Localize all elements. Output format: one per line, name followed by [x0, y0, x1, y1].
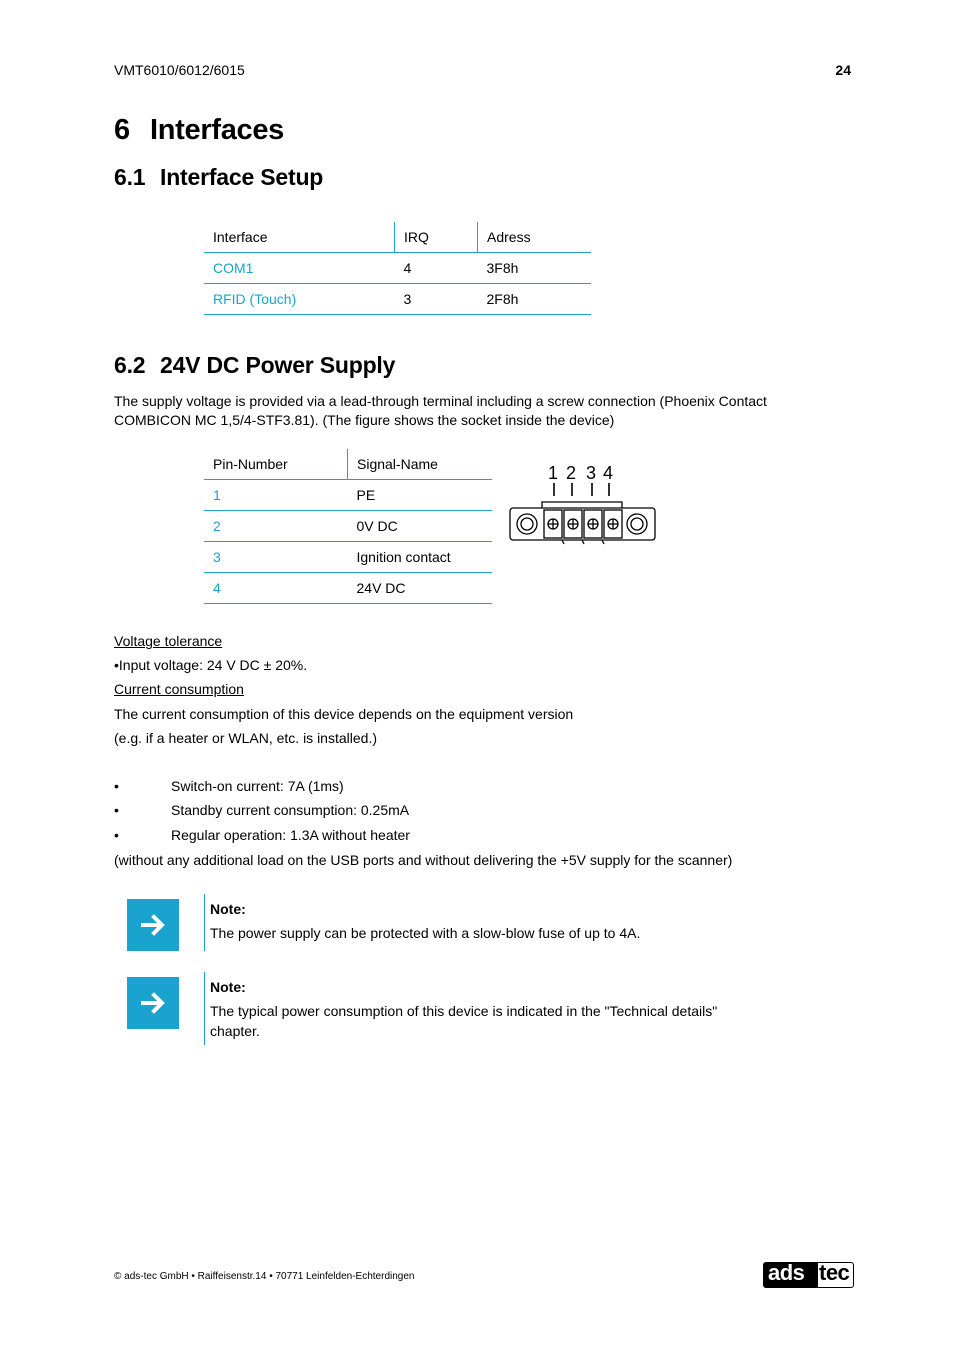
note-text: The power supply can be protected with a slow-blow fuse of up to 4A. [210, 925, 641, 941]
note-divider [204, 894, 205, 951]
table-row [204, 253, 591, 284]
page-number: 24 [835, 62, 851, 78]
chapter-heading [114, 114, 284, 147]
table-cell: 0V DC [348, 511, 493, 542]
interface-link-com1[interactable]: COM1 [204, 253, 395, 284]
section-title: 24V DC Power Supply [160, 352, 396, 378]
current-consumption-line: (e.g. if a heater or WLAN, etc. is installed.) [114, 730, 377, 746]
note-icon-box [127, 899, 179, 951]
section-number: 6.1 [114, 164, 146, 190]
pin-label: 4 [603, 463, 614, 483]
pin-number-link[interactable]: 3 [204, 542, 348, 573]
table-cell: Ignition contact [348, 542, 493, 573]
section-number: 6.2 [114, 352, 146, 378]
bullet-symbol: • [114, 827, 119, 843]
section-heading-interface-setup [114, 164, 323, 191]
pin-label: 2 [566, 463, 577, 483]
pin-number-link[interactable]: 4 [204, 573, 348, 604]
note [210, 978, 810, 1041]
logo-text-tec: tec [819, 1260, 850, 1285]
note-text: The typical power consumption of this device is indicated in the "Technical details" [210, 1003, 718, 1019]
bullet-symbol: • [114, 778, 119, 794]
table-row [204, 284, 591, 315]
table-header-cell: IRQ [395, 222, 478, 253]
section-title: Interface Setup [160, 164, 324, 190]
table-cell: 24V DC [348, 573, 493, 604]
current-consumption-heading: Current consumption [114, 681, 244, 697]
table-header-cell: Pin-Number [204, 449, 348, 480]
connector-socket-figure [506, 458, 660, 546]
arrow-right-icon [127, 899, 179, 951]
voltage-tolerance-text: •Input voltage: 24 V DC ± 20%. [114, 657, 308, 673]
current-consumption-line: The current consumption of this device depends on the equipment version [114, 706, 574, 722]
footer-text: © ads-tec GmbH • Raiffeisenstr.14 • 70771 Leinfelden-Echterdingen [114, 1271, 415, 1282]
interface-table [204, 222, 591, 315]
ads-tec-logo [763, 1262, 853, 1288]
table-cell: 3 [395, 284, 478, 315]
document-title: VMT6010/6012/6015 [114, 62, 245, 78]
chapter-number: 6 [114, 114, 130, 146]
chapter-title: Interfaces [150, 114, 285, 146]
logo-text-ads: ads [768, 1260, 805, 1285]
pin-number-link[interactable]: 2 [204, 511, 348, 542]
pin-number-link[interactable]: 1 [204, 480, 348, 511]
table-header-row [204, 222, 591, 253]
note-text: chapter. [210, 1023, 260, 1039]
section-heading-power-supply [114, 352, 395, 379]
pin-label: 3 [586, 463, 597, 483]
list-item [114, 778, 344, 794]
table-cell: PE [348, 480, 493, 511]
list-item [114, 802, 409, 818]
note [210, 900, 810, 943]
list-item-text: Regular operation: 1.3A without heater [171, 827, 410, 843]
voltage-tolerance-heading: Voltage tolerance [114, 633, 223, 649]
intro-line: The supply voltage is provided via a lead-through terminal including a screw connection (Phoenix Contact [114, 393, 767, 409]
arrow-right-icon [127, 977, 179, 1029]
table-header-cell: Adress [478, 222, 592, 253]
list-item-text: Switch-on current: 7A (1ms) [171, 778, 344, 794]
table-header-cell: Interface [204, 222, 395, 253]
table-header-row [204, 449, 492, 480]
note-title: Note: [210, 979, 246, 995]
table-cell: 4 [395, 253, 478, 284]
pin-table [204, 449, 492, 604]
note-icon-box [127, 977, 179, 1029]
after-bullets-text: (without any additional load on the USB ports and without delivering the +5V supply for the scanner) [114, 852, 733, 868]
table-cell: 2F8h [478, 284, 592, 315]
note-divider [204, 972, 205, 1045]
note-title: Note: [210, 901, 246, 917]
intro-paragraph [114, 392, 834, 430]
interface-link-rfid[interactable]: RFID (Touch) [204, 284, 395, 315]
table-row [204, 542, 492, 573]
list-item-text: Standby current consumption: 0.25mA [171, 802, 410, 818]
bullet-symbol: • [114, 802, 119, 818]
list-item [114, 827, 410, 843]
table-cell: 3F8h [478, 253, 592, 284]
table-row [204, 480, 492, 511]
table-row [204, 511, 492, 542]
table-row [204, 573, 492, 604]
intro-line: COMBICON MC 1,5/4-STF3.81). (The figure shows the socket inside the device) [114, 412, 615, 428]
pin-label: 1 [548, 463, 559, 483]
table-header-cell: Signal-Name [348, 449, 493, 480]
